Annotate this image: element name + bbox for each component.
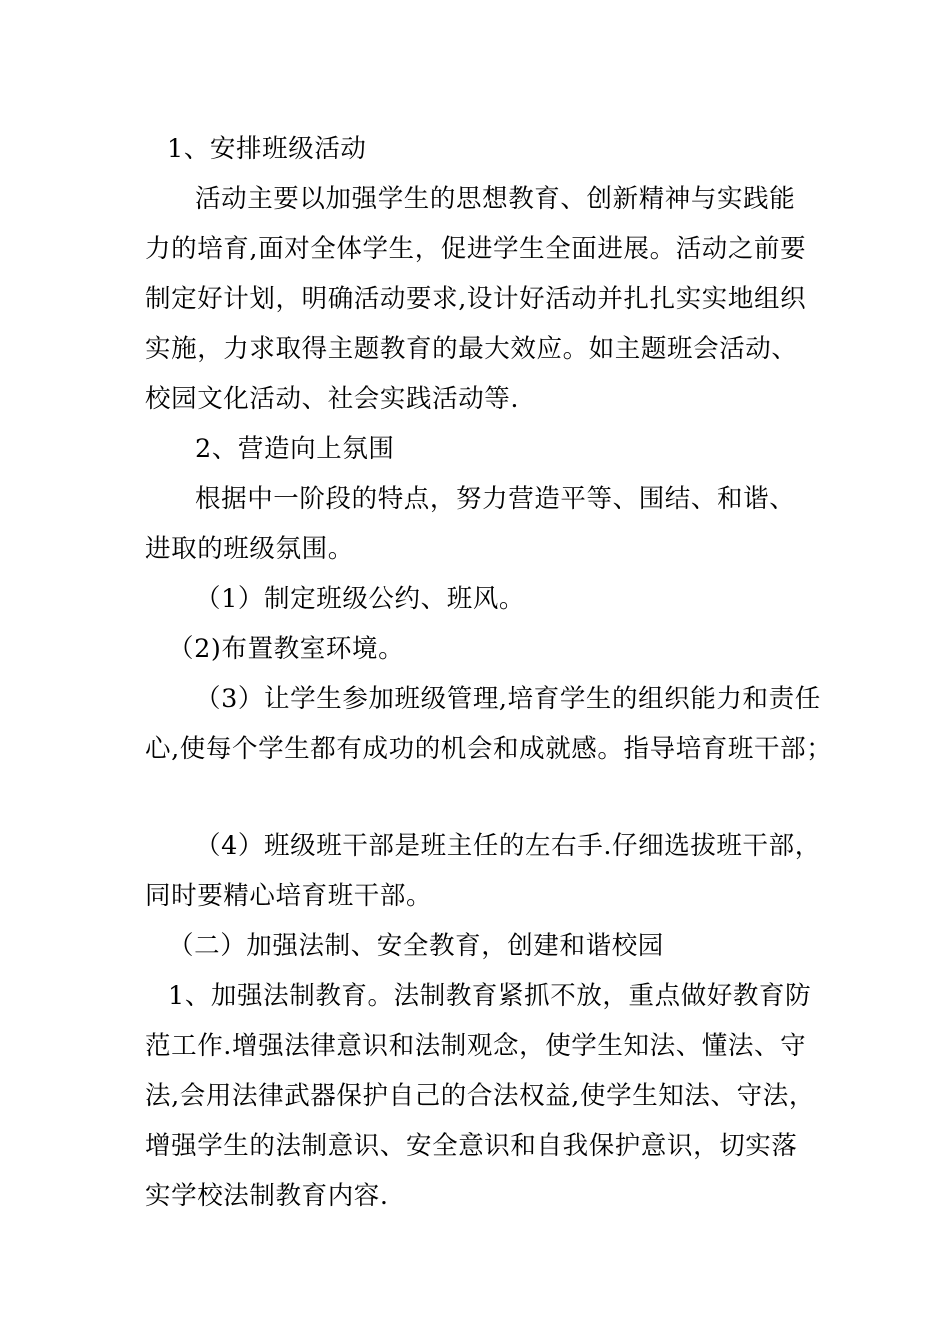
section-heading: 1、安排班级活动	[167, 134, 367, 164]
paragraph-line: 实施，力求取得主题教育的最大效应。如主题班会活动、	[145, 334, 798, 364]
paragraph-line: 活动主要以加强学生的思想教育、创新精神与实践能	[195, 184, 796, 214]
paragraph-line: 根据中一阶段的特点，努力营造平等、围结、和谐、	[195, 484, 796, 514]
list-item: （3）让学生参加班级管理,培育学生的组织能力和责任	[195, 684, 821, 714]
paragraph-line: 1、加强法制教育。法制教育紧抓不放，重点做好教育防	[168, 981, 812, 1011]
paragraph-line: 范工作.增强法律意识和法制观念，使学生知法、懂法、守	[145, 1031, 807, 1061]
paragraph-line: 心,使每个学生都有成功的机会和成就感。指导培育班干部；	[145, 734, 833, 764]
paragraph-line: 实学校法制教育内容.	[145, 1181, 389, 1211]
paragraph-line: 力的培育,面对全体学生，促进学生全面进展。活动之前要	[145, 234, 807, 264]
paragraph-line: 法,会用法律武器保护自己的合法权益,使学生知法、守法，	[145, 1081, 815, 1111]
paragraph-line: 进取的班级氛围。	[145, 534, 354, 564]
list-item: （4）班级班干部是班主任的左右手.仔细选拔班干部，	[195, 831, 821, 861]
paragraph-line: 校园文化活动、社会实践活动等.	[145, 384, 520, 414]
section-heading: （二）加强法制、安全教育，创建和谐校园	[168, 931, 664, 961]
paragraph-line: 同时要精心培育班干部。	[145, 881, 433, 911]
list-item: （2)布置教室环境。	[168, 634, 405, 664]
paragraph-line: 制定好计划，明确活动要求,设计好活动并扎扎实实地组织	[145, 284, 807, 314]
section-heading: 2、营造向上氛围	[195, 434, 395, 464]
list-item: （1）制定班级公约、班风。	[195, 584, 526, 614]
paragraph-line: 增强学生的法制意识、安全意识和自我保护意识，切实落	[145, 1131, 798, 1161]
